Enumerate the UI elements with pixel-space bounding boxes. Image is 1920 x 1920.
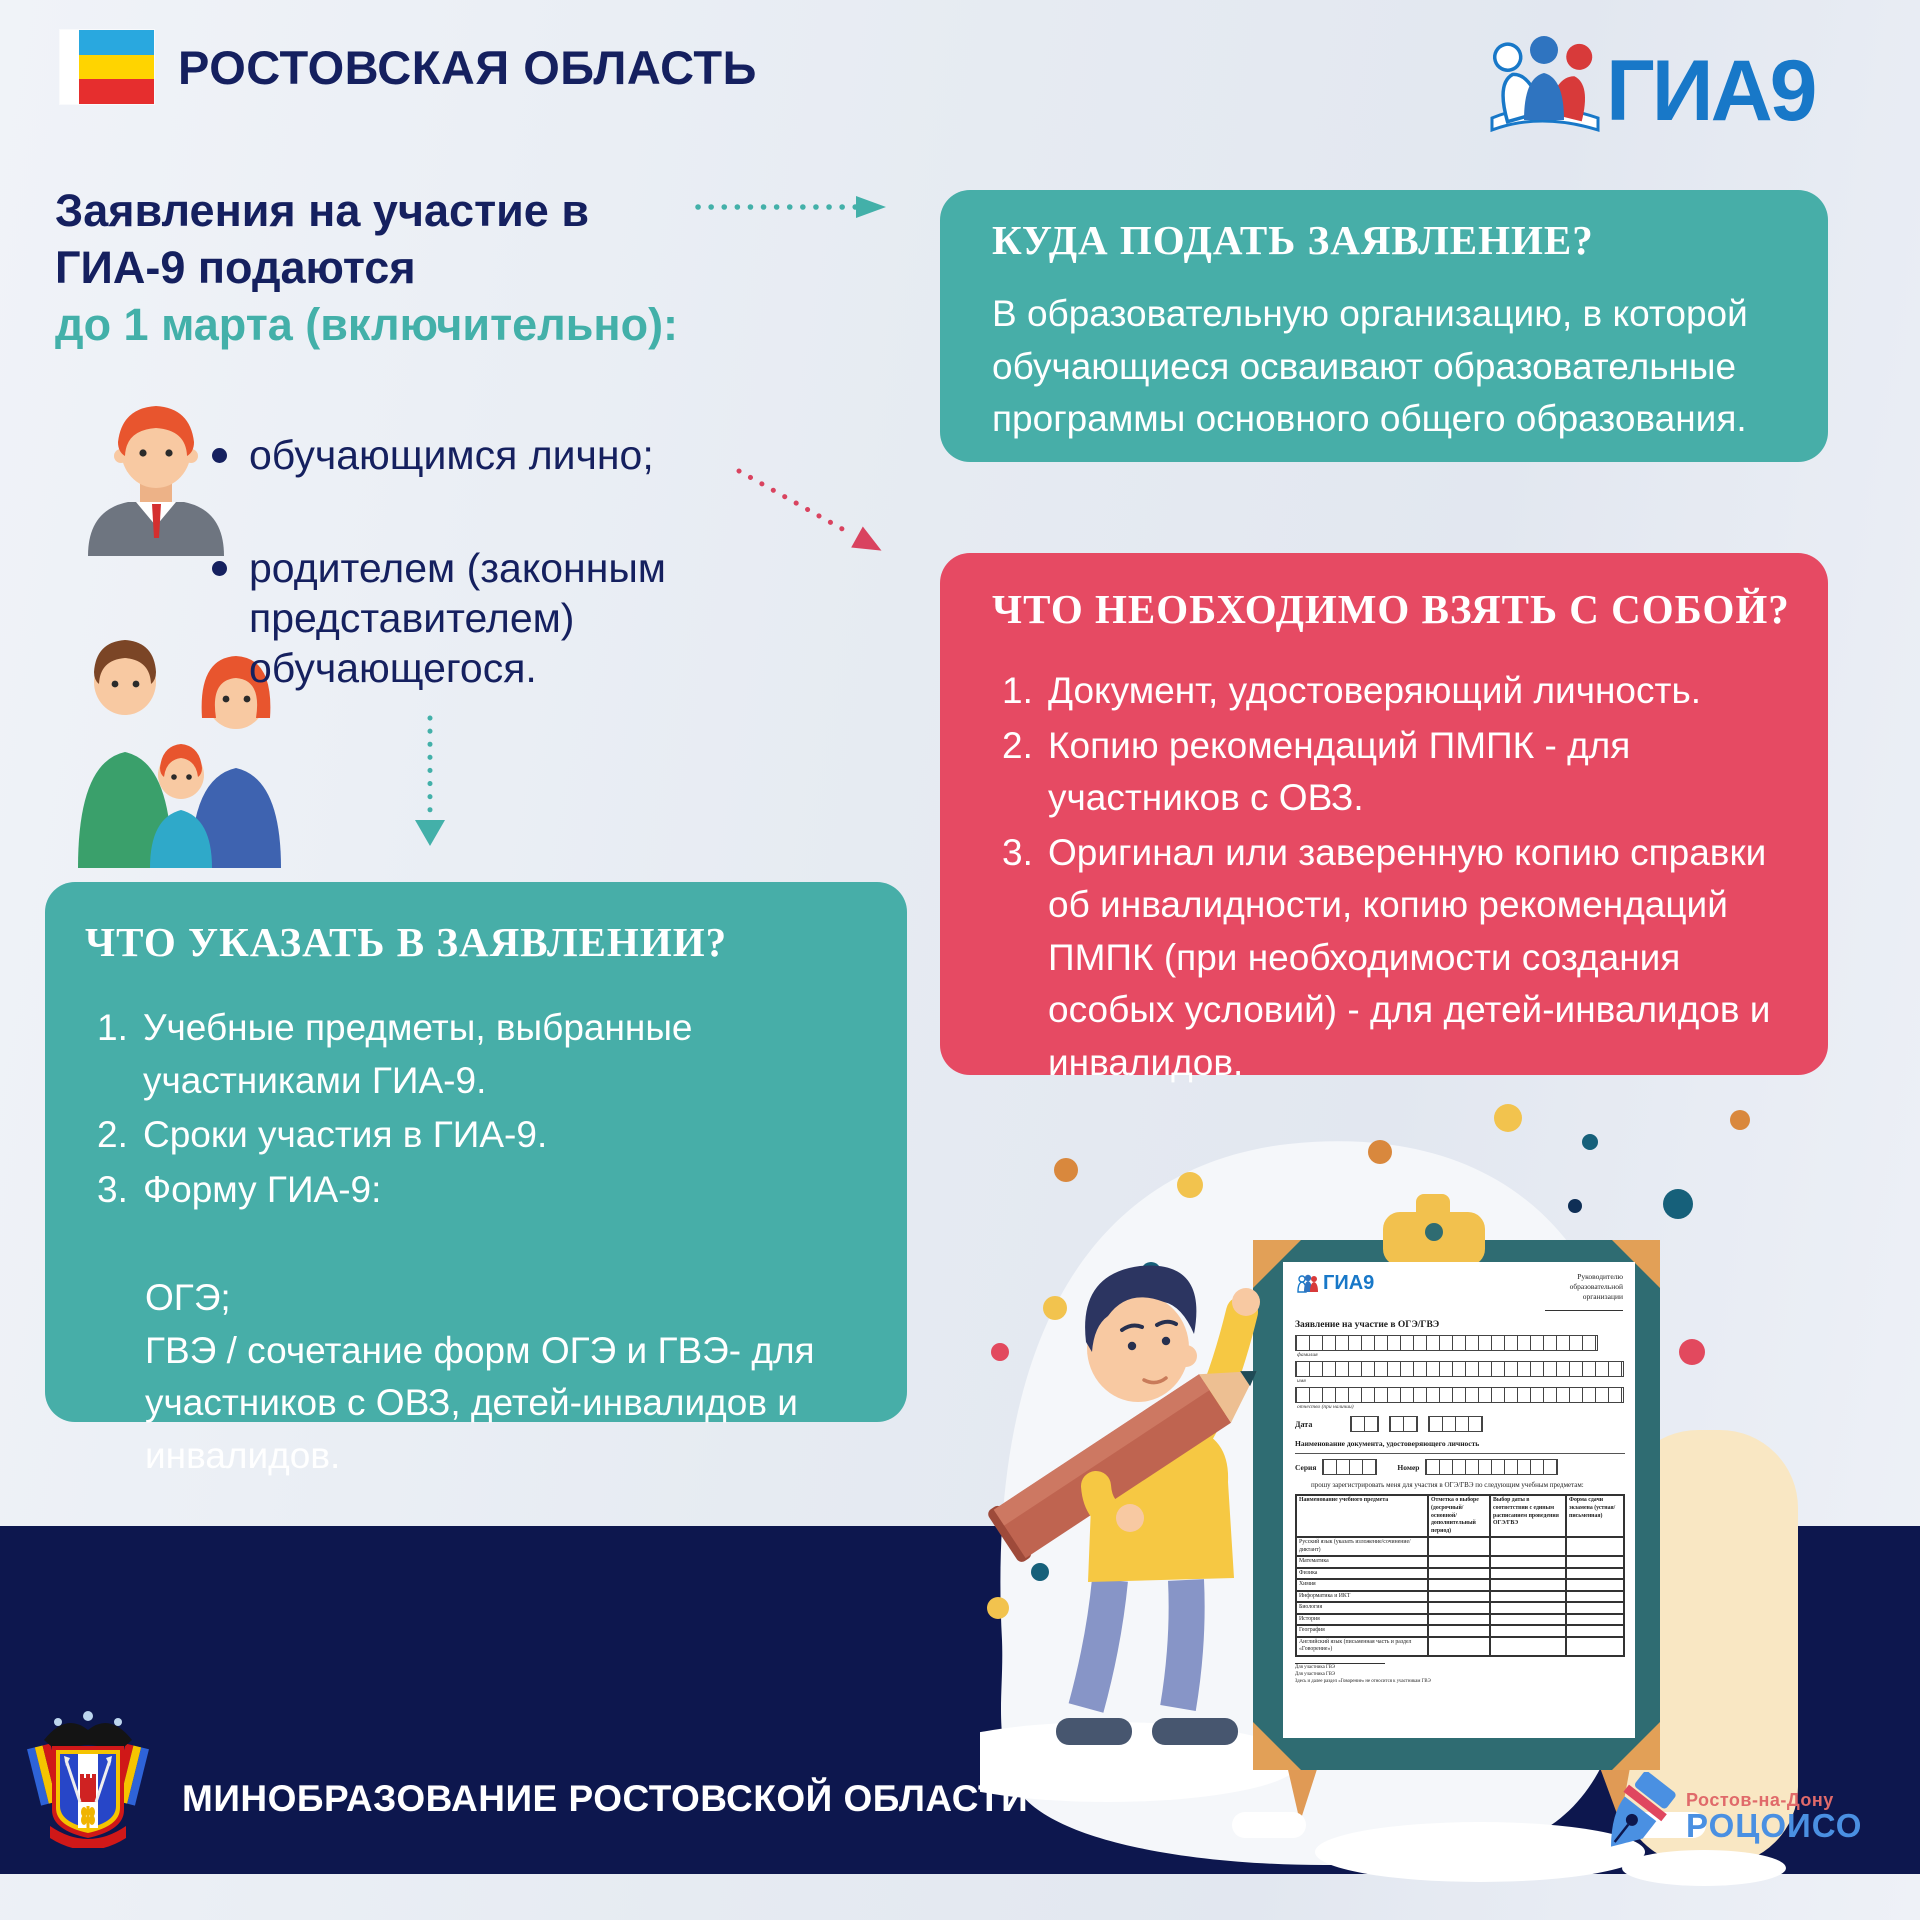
table-row: Русский язык (указать изложение/сочинение/диктант): [1296, 1537, 1624, 1556]
subjects-table: [1295, 1494, 1625, 1657]
gia9-logo-small-icon: [1295, 1272, 1374, 1295]
subjects-table-header: Наименование учебного предмета Отметка о выборе (досрочный/ основной/ дополнительный период) Выбор даты в соответствии с единым расписанием проведения ОГЭ/ГВЭ Форма сдачи экзамена (устная/ письменная): [1296, 1495, 1624, 1537]
intro-heading: [55, 182, 678, 353]
table-row: Химия: [1296, 1579, 1624, 1591]
what-to-specify-box: [45, 882, 907, 1476]
submit-option-parent-label: родителем (законным представителем) обучающегося.: [249, 545, 666, 691]
footnote: Здесь и далее раздел «Говорение» не относится к участникам ГВЭ: [1295, 1679, 1431, 1685]
rostov-flag-icon: [60, 30, 154, 104]
signature-line: [1545, 1310, 1623, 1311]
what-to-bring-box: [940, 553, 1828, 1083]
form-title: Заявление на участие в ОГЭ/ГВЭ: [1295, 1320, 1440, 1331]
series-number-field: Серия Номер: [1295, 1459, 1623, 1475]
intro-line-2: ГИА-9 подаются: [55, 242, 416, 293]
date-field: Дата: [1295, 1416, 1623, 1432]
gia-forms: [145, 1272, 885, 1482]
table-row: История: [1296, 1614, 1624, 1626]
surname-field: фамилия: [1295, 1335, 1623, 1358]
rocoiso-logo: [1598, 1772, 1862, 1858]
submit-option-parent: [212, 543, 732, 693]
patronymic-field: отчество (при наличии): [1295, 1387, 1623, 1410]
intro-line-1: Заявления на участие в: [55, 185, 589, 236]
table-row: География: [1296, 1625, 1624, 1637]
document-label: Наименование документа, удостоверяющего личность: [1295, 1439, 1480, 1449]
submit-option-student-label: обучающимся лично;: [249, 432, 654, 478]
intro-deadline: до 1 марта (включительно):: [55, 299, 679, 350]
rocoiso-city-label: Ростов-на-Дону: [1686, 1789, 1834, 1810]
specify-item: Учебные предметы, выбранные участниками ГИА-9.: [143, 1007, 693, 1101]
patronymic-cells: [1295, 1387, 1624, 1403]
gia-form-gve: ГВЭ / сочетание форм ОГЭ и ГВЭ- для участников с ОВЗ, детей-инвалидов и инвалидов.: [145, 1329, 815, 1476]
pen-nib-icon: [1598, 1772, 1676, 1858]
footnote: Для участника ГВЭ: [1295, 1664, 1336, 1670]
form-request-text: прошу зарегистрировать меня для участия в ОГЭ/ГВЭ по следующим учебным предметам:: [1311, 1481, 1584, 1490]
bring-item: Оригинал или заверенную копию справки об инвалидности, копию рекомендаций ПМПК (при необходимости создания особых условий) - для детей-инвалидов и инвалидов.: [1048, 831, 1771, 1083]
dotted-arrow-right-icon: [690, 186, 902, 228]
what-to-bring-title: ЧТО НЕОБХОДИМО ВЗЯТЬ С СОБОЙ?: [992, 586, 1790, 632]
rostov-coat-of-arms-icon: [22, 1706, 154, 1853]
dotted-arrow-down-icon: [408, 712, 454, 862]
form-addressee: Руководителю образовательной организации: [1545, 1272, 1623, 1311]
ministry-label: МИНОБРАЗОВАНИЕ РОСТОВСКОЙ ОБЛАСТИ: [182, 1778, 1029, 1819]
svg-text:ГИА9: ГИА9: [1606, 43, 1815, 139]
footnote: Для участника ГВЭ: [1295, 1672, 1336, 1678]
table-row: Математика: [1296, 1556, 1624, 1568]
table-row: Биология: [1296, 1602, 1624, 1614]
application-form: [1283, 1262, 1635, 1738]
surname-cells: [1295, 1335, 1598, 1351]
table-row: Физика: [1296, 1568, 1624, 1580]
table-row: Английский язык (письменная часть и раздел «Говорение»): [1296, 1637, 1624, 1656]
rocoiso-name-label: РОЦОИСО: [1686, 1806, 1863, 1844]
name-cells: [1295, 1361, 1624, 1377]
bring-item: Документ, удостоверяющий личность.: [1048, 670, 1702, 711]
what-to-specify-title: ЧТО УКАЗАТЬ В ЗАЯВЛЕНИИ?: [85, 919, 728, 965]
what-to-bring-list: [1002, 665, 1792, 1091]
where-to-apply-title: КУДА ПОДАТЬ ЗАЯВЛЕНИЕ?: [992, 217, 1594, 263]
form-logo-text: ГИА9: [1323, 1272, 1375, 1294]
specify-item: Сроки участия в ГИА-9.: [143, 1114, 548, 1156]
submit-option-student: [212, 430, 654, 480]
bring-item: Копию рекомендаций ПМПК - для участников с ОВЗ.: [1048, 724, 1631, 819]
gia9-logo-icon: [1478, 26, 1818, 149]
table-row: Информатика и ИКТ: [1296, 1591, 1624, 1603]
page-title: РОСТОВСКАЯ ОБЛАСТЬ: [178, 41, 757, 94]
name-field: имя: [1295, 1361, 1623, 1384]
where-to-apply-body: В образовательную организацию, в которой обучающиеся осваивают образовательные программы основного общего образования.: [992, 293, 1748, 440]
dotted-arrow-diagonal-icon: [725, 455, 905, 575]
where-to-apply-box: [940, 190, 1828, 462]
what-to-specify-list: [97, 1002, 877, 1218]
gia-form-oge: ОГЭ;: [145, 1277, 231, 1318]
document-line: [1295, 1448, 1625, 1454]
specify-item: Форму ГИА-9:: [143, 1168, 382, 1210]
